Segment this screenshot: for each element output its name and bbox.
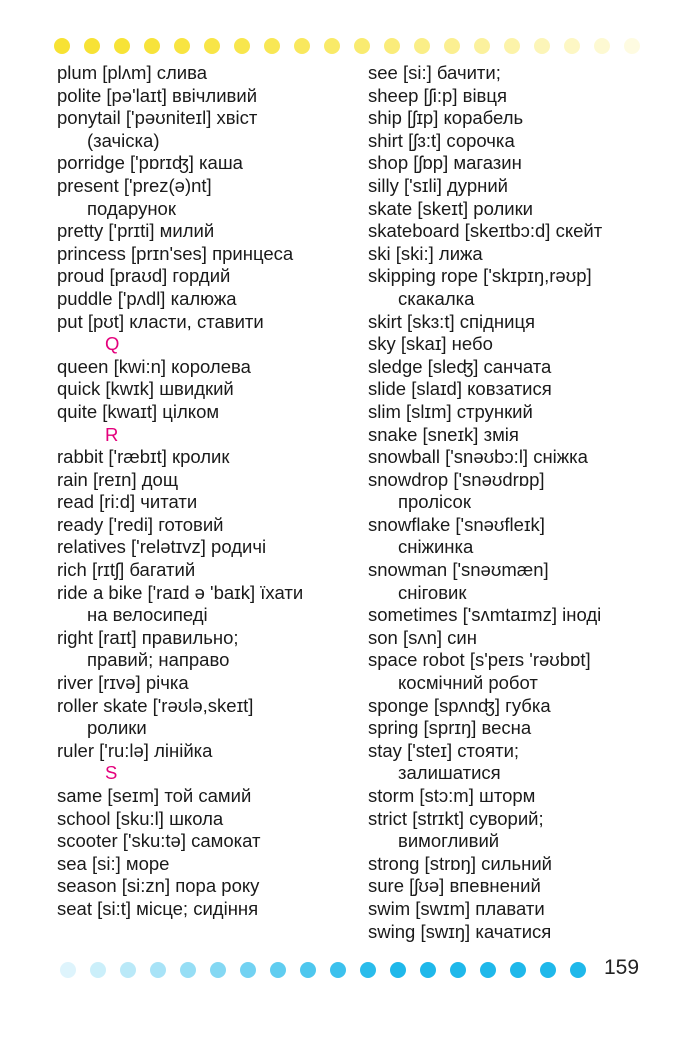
page-number: 159 xyxy=(604,956,640,979)
vocab-line: princess [prɪn'ses] принцеса xyxy=(57,242,294,264)
vocab-line: sure [ʃʊə] впевнений xyxy=(368,875,541,897)
vocab-entry xyxy=(368,243,668,266)
vocab-line-continued: на велосипеді xyxy=(87,604,208,626)
vocab-entry xyxy=(57,378,357,401)
decor-dot xyxy=(360,962,376,978)
vocab-entry xyxy=(57,514,357,537)
vocab-entry xyxy=(57,491,357,514)
vocab-line: ready ['redi] готовий xyxy=(57,513,224,535)
vocab-entry xyxy=(57,446,357,469)
decor-dot xyxy=(240,962,256,978)
decor-dot xyxy=(390,962,406,978)
vocab-entry xyxy=(368,469,668,514)
vocab-line-continued: скакалка xyxy=(398,287,475,309)
vocab-entry xyxy=(368,559,668,604)
decor-dot xyxy=(330,962,346,978)
decor-dot xyxy=(210,962,226,978)
vocab-entry xyxy=(57,875,357,898)
vocab-line: pretty ['prɪti] милий xyxy=(57,220,215,242)
vocab-entry xyxy=(368,649,668,694)
vocab-entry xyxy=(57,582,357,627)
vocab-line: school [sku:l] школа xyxy=(57,807,224,829)
vocab-line: sledge [sleʤ] санчата xyxy=(368,355,552,377)
vocab-entry xyxy=(57,898,357,921)
vocab-entry xyxy=(368,853,668,876)
vocab-line: snowman ['snəʊmæn] xyxy=(368,559,549,581)
vocab-line: slim [slɪm] стрункий xyxy=(368,400,533,422)
vocab-entry xyxy=(57,288,357,311)
vocab-entry xyxy=(368,175,668,198)
vocab-line-continued: космічний робот xyxy=(398,672,538,694)
vocab-line: skirt [skɜ:t] спідниця xyxy=(368,310,536,332)
vocab-line: snowflake ['snəʊfleɪk] xyxy=(368,513,545,535)
vocab-line-continued: подарунок xyxy=(87,197,176,219)
vocab-entry xyxy=(368,740,668,785)
vocab-line: ride a bike ['raɪd ə 'baɪk] їхати xyxy=(57,581,304,603)
vocab-entry xyxy=(368,604,668,627)
vocab-line: see [si:] бачити; xyxy=(368,62,501,83)
decor-dot xyxy=(114,38,130,54)
section-letter-s: S xyxy=(105,762,118,784)
vocab-entry xyxy=(368,198,668,221)
vocab-line: ship [ʃɪp] корабель xyxy=(368,107,524,129)
decor-dot xyxy=(84,38,100,54)
vocab-line: put [pʊt] класти, ставити xyxy=(57,310,264,332)
decor-dot xyxy=(504,38,520,54)
vocab-line: skipping rope ['skɪpɪŋ,rəʊp] xyxy=(368,265,592,287)
vocab-entry xyxy=(368,898,668,921)
vocab-entry xyxy=(368,378,668,401)
vocab-entry xyxy=(57,830,357,853)
vocab-line: seat [si:t] місце; сидіння xyxy=(57,897,259,919)
vocab-line: rabbit ['ræbɪt] кролик xyxy=(57,446,230,468)
vocab-line: queen [kwi:n] королева xyxy=(57,355,251,377)
vocab-line: same [seɪm] той самий xyxy=(57,785,252,806)
vocab-line: sponge [spʌnʤ] губка xyxy=(368,694,551,716)
vocab-line: stay ['steɪ] стояти; xyxy=(368,739,520,761)
vocab-line: quick [kwɪk] швидкий xyxy=(57,378,234,400)
vocab-entry xyxy=(368,152,668,175)
vocab-entry xyxy=(368,875,668,898)
decor-dot xyxy=(540,962,556,978)
vocab-entry xyxy=(368,695,668,718)
vocab-entry xyxy=(368,265,668,310)
vocab-line: scooter ['sku:tə] самокат xyxy=(57,830,261,852)
vocab-entry xyxy=(57,785,357,808)
vocab-entry xyxy=(368,627,668,650)
vocab-entry xyxy=(57,808,357,831)
vocab-entry xyxy=(368,808,668,853)
top-dot-decoration xyxy=(54,38,634,56)
decor-dot xyxy=(300,962,316,978)
vocab-line: swing [swɪŋ] качатися xyxy=(368,920,552,942)
vocab-line: swim [swɪm] плавати xyxy=(368,897,545,919)
vocab-entry xyxy=(57,627,357,672)
vocab-entry xyxy=(368,130,668,153)
decor-dot xyxy=(354,38,370,54)
vocab-line: spring [sprɪŋ] весна xyxy=(368,717,532,739)
vocab-line: silly ['sɪli] дурний xyxy=(368,174,508,196)
decor-dot xyxy=(480,962,496,978)
vocab-line-continued: (зачіска) xyxy=(87,129,160,151)
vocab-entry xyxy=(368,401,668,424)
decor-dot xyxy=(180,962,196,978)
vocab-line-continued: залишатися xyxy=(398,762,501,784)
vocab-entry xyxy=(368,446,668,469)
decor-dot xyxy=(294,38,310,54)
vocab-line: strong [strɒŋ] сильний xyxy=(368,852,553,874)
decor-dot xyxy=(150,962,166,978)
decor-dot xyxy=(234,38,250,54)
vocab-line-continued: ролики xyxy=(87,717,147,739)
vocab-entry xyxy=(57,175,357,220)
vocab-line: roller skate ['rəʊlə,skeɪt] xyxy=(57,694,254,716)
vocab-line: plum [plʌm] слива xyxy=(57,62,208,83)
vocab-line-continued: сніговик xyxy=(398,581,467,603)
vocab-entry xyxy=(368,717,668,740)
vocab-line: present ['prez(ə)nt] xyxy=(57,174,212,196)
vocab-entry xyxy=(57,469,357,492)
decor-dot xyxy=(564,38,580,54)
vocab-entry xyxy=(368,107,668,130)
vocab-entry xyxy=(57,401,357,424)
decor-dot xyxy=(174,38,190,54)
vocab-line: relatives ['relətɪvz] родичі xyxy=(57,536,267,558)
vocab-entry xyxy=(368,333,668,356)
decor-dot xyxy=(90,962,106,978)
vocab-line: river [rɪvə] річка xyxy=(57,672,189,694)
vocab-entry xyxy=(57,152,357,175)
section-letter-r: R xyxy=(105,423,119,445)
decor-dot xyxy=(54,38,70,54)
decor-dot xyxy=(270,962,286,978)
vocab-line: space robot [s'peɪs 'rəʊbɒt] xyxy=(368,649,591,671)
vocab-line: shop [ʃɒp] магазин xyxy=(368,152,522,174)
decor-dot xyxy=(594,38,610,54)
decor-dot xyxy=(474,38,490,54)
vocab-entry xyxy=(368,311,668,334)
decor-dot xyxy=(510,962,526,978)
decor-dot xyxy=(60,962,76,978)
vocab-entry xyxy=(57,107,357,152)
vocab-line: slide [slaɪd] ковзатися xyxy=(368,378,552,400)
vocab-entry xyxy=(57,536,357,559)
vocab-entry xyxy=(368,85,668,108)
vocab-line-continued: вимогливий xyxy=(398,830,500,852)
vocab-line: porridge ['pɒrɪʤ] каша xyxy=(57,152,243,174)
decor-dot xyxy=(444,38,460,54)
vocab-line: sheep [ʃi:p] вівця xyxy=(368,84,507,106)
decor-dot xyxy=(264,38,280,54)
decor-dot xyxy=(450,962,466,978)
vocab-line: ponytail ['pəʊniteɪl] хвіст xyxy=(57,107,258,129)
vocab-entry xyxy=(368,424,668,447)
vocab-entry xyxy=(57,220,357,243)
vocab-entry xyxy=(57,853,357,876)
vocab-line: proud [praʊd] гордий xyxy=(57,265,231,287)
vocab-line: puddle ['pʌdl] калюжа xyxy=(57,287,237,309)
vocab-line: shirt [ʃɜ:t] сорочка xyxy=(368,129,515,151)
vocab-line-continued: пролісок xyxy=(398,491,471,513)
vocab-entry xyxy=(368,514,668,559)
vocab-entry xyxy=(368,62,668,85)
vocab-line: ski [ski:] лижа xyxy=(368,242,483,264)
vocab-line-continued: сніжинка xyxy=(398,536,474,558)
left-column xyxy=(57,62,357,921)
vocab-line: read [ri:d] читати xyxy=(57,491,198,513)
vocab-line: snake [sneɪk] змія xyxy=(368,423,519,445)
vocab-entry xyxy=(57,559,357,582)
vocab-line: polite [pə'laɪt] ввічливий xyxy=(57,84,258,106)
vocab-line: ruler ['ru:lə] лінійка xyxy=(57,739,213,761)
vocab-line: skate [skeɪt] ролики xyxy=(368,197,534,219)
decor-dot xyxy=(120,962,136,978)
vocab-entry xyxy=(57,695,357,740)
vocab-line: sea [si:] море xyxy=(57,852,170,874)
vocab-line: sky [skaɪ] небо xyxy=(368,333,493,355)
vocab-entry xyxy=(57,311,357,334)
vocab-entry xyxy=(368,921,668,944)
section-letter-q: Q xyxy=(105,333,120,355)
vocab-entry xyxy=(368,785,668,808)
vocab-entry xyxy=(57,85,357,108)
vocab-line: season [si:zn] пора року xyxy=(57,875,260,897)
decor-dot xyxy=(144,38,160,54)
vocab-line: snowball ['snəʊbɔ:l] сніжка xyxy=(368,446,588,468)
vocab-line: son [sʌn] син xyxy=(368,626,477,648)
decor-dot xyxy=(384,38,400,54)
vocab-entry xyxy=(368,356,668,379)
vocab-line: rain [reɪn] дощ xyxy=(57,468,179,490)
vocab-entry xyxy=(57,265,357,288)
vocab-line: snowdrop ['snəʊdrɒp] xyxy=(368,468,545,490)
decor-dot xyxy=(420,962,436,978)
vocab-entry xyxy=(57,740,357,763)
vocab-line: strict [strɪkt] суворий; xyxy=(368,807,544,829)
vocab-entry xyxy=(57,356,357,379)
decor-dot xyxy=(204,38,220,54)
vocab-entry xyxy=(368,220,668,243)
decor-dot xyxy=(324,38,340,54)
right-column xyxy=(368,62,668,943)
vocab-line: storm [stɔ:m] шторм xyxy=(368,785,536,806)
decor-dot xyxy=(570,962,586,978)
vocab-entry xyxy=(57,243,357,266)
vocab-line: right [raɪt] правильно; xyxy=(57,626,239,648)
vocab-line: rich [rɪtʃ] багатий xyxy=(57,559,196,581)
decor-dot xyxy=(624,38,640,54)
bottom-dot-decoration xyxy=(60,962,600,980)
decor-dot xyxy=(414,38,430,54)
vocab-line: quite [kwaɪt] цілком xyxy=(57,400,220,422)
vocab-line: skateboard [skeɪtbɔ:d] скейт xyxy=(368,220,603,242)
vocab-line-continued: правий; направо xyxy=(87,649,230,671)
decor-dot xyxy=(534,38,550,54)
vocab-line: sometimes ['sʌmtaɪmz] іноді xyxy=(368,604,602,626)
vocab-entry xyxy=(57,672,357,695)
vocab-entry xyxy=(57,62,357,85)
